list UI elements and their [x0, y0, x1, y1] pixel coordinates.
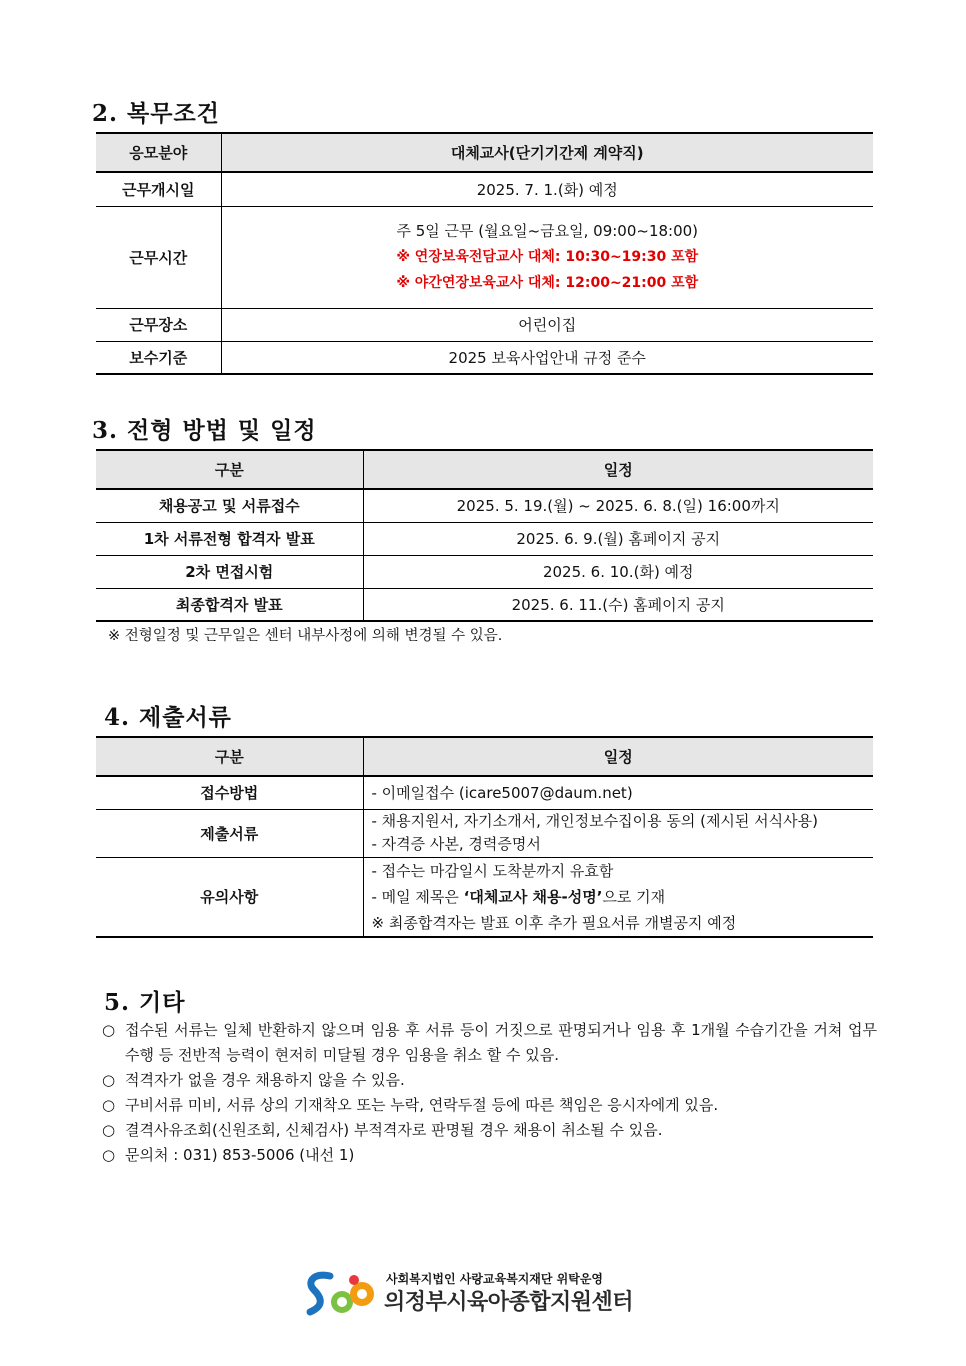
field-label: 근무시간 [96, 206, 221, 308]
field-label: 근무개시일 [96, 172, 221, 206]
list-item [102, 1118, 877, 1143]
list-item-text: 문의처 : 031) 853-5006 (내선 1) [125, 1146, 355, 1164]
doc-value [363, 857, 873, 937]
doc-value [363, 809, 873, 857]
footer-logo [300, 1268, 670, 1318]
table-row [96, 341, 873, 374]
table-row [96, 522, 873, 555]
organization-logo-icon [300, 1268, 382, 1318]
field-label: 보수기준 [96, 341, 221, 374]
table-row [96, 308, 873, 341]
stage-label: 최종합격자 발표 [96, 588, 363, 621]
documents-table [96, 736, 873, 938]
circle-bullet-icon: ○ [102, 1096, 116, 1114]
table-header-row [96, 737, 873, 776]
column-header: 일정 [363, 450, 873, 489]
circle-bullet-icon: ○ [102, 1121, 116, 1139]
list-item [102, 1093, 877, 1118]
field-value: 어린이집 [221, 308, 873, 341]
table-row [96, 588, 873, 621]
stage-label: 채용공고 및 서류접수 [96, 489, 363, 522]
list-item-text: 적격자가 없을 경우 채용하지 않을 수 있음. [125, 1071, 405, 1089]
list-item [102, 1068, 877, 1093]
operator-subtitle: 사회복지법인 사랑교육복지재단 위탁운영 [386, 1272, 604, 1286]
extended-care-note: ※ 연장보육전담교사 대체: 10:30~19:30 포함 [396, 249, 699, 265]
doc-line: - 채용지원서, 자기소개서, 개인정보수집이용 동의 (제시된 서식사용) [371, 812, 818, 830]
circle-bullet-icon: ○ [102, 1071, 116, 1089]
list-item-text: 구비서류 미비, 서류 상의 기재착오 또는 누락, 연락두절 등에 따른 책임은 응시자에게 있음. [125, 1096, 719, 1114]
stage-date: 2025. 6. 10.(화) 예정 [363, 555, 873, 588]
doc-line: - 접수는 마감일시 도착분까지 유효함 [371, 861, 614, 880]
doc-value: - 이메일접수 (icare5007@daum.net) [363, 776, 873, 809]
stage-label: 2차 면접시험 [96, 555, 363, 588]
column-header: 구분 [96, 450, 363, 489]
email-subject-prefix: - 메일 제목은 [371, 887, 464, 906]
list-item [102, 1143, 877, 1168]
work-hours-cell [221, 206, 873, 308]
table-row [96, 857, 873, 937]
list-item-text: 접수된 서류는 일체 반환하지 않으며 임용 후 서류 등이 거짓으로 판명되거나 임용 후 1개월 수습기간을 거쳐 업무수행 등 전반적 능력이 현저히 미달될 경우 임용을 취소 할 수 있음. [125, 1021, 877, 1064]
list-item [102, 1018, 877, 1068]
doc-label: 제출서류 [96, 809, 363, 857]
email-subject-suffix: 으로 기재 [602, 887, 666, 906]
stage-date: 2025. 6. 9.(월) 홈페이지 공지 [363, 522, 873, 555]
table-row [96, 776, 873, 809]
field-label: 근무장소 [96, 308, 221, 341]
schedule-table [96, 449, 873, 622]
column-header: 구분 [96, 737, 363, 776]
section3-title: 3. 전형 방법 및 일정 [92, 417, 317, 444]
table-row [96, 809, 873, 857]
email-subject-format: ‘대체교사 채용-성명’ [463, 887, 603, 906]
circle-bullet-icon: ○ [102, 1021, 116, 1039]
stage-date: 2025. 5. 19.(월) ~ 2025. 6. 8.(일) 16:00까지 [363, 489, 873, 522]
night-care-note: ※ 야간연장보육교사 대체: 12:00~21:00 포함 [396, 275, 699, 291]
circle-bullet-icon: ○ [102, 1146, 116, 1164]
schedule-note: ※ 전형일정 및 근무일은 센터 내부사정에 의해 변경될 수 있음. [108, 628, 503, 644]
field-value: 2025. 7. 1.(화) 예정 [221, 172, 873, 206]
field-label: 응모분야 [96, 133, 221, 172]
doc-label: 접수방법 [96, 776, 363, 809]
section4-title: 4. 제출서류 [104, 704, 232, 731]
section5-title: 5. 기타 [104, 989, 186, 1016]
table-row [96, 555, 873, 588]
doc-line: ※ 최종합격자는 발표 이후 추가 필요서류 개별공지 예정 [371, 913, 737, 932]
doc-label: 유의사항 [96, 857, 363, 937]
etc-list [102, 1018, 877, 1168]
organization-name: 의정부시육아종합지원센터 [384, 1290, 634, 1315]
field-value: 대체교사(단기기간제 계약직) [221, 133, 873, 172]
table-row [96, 489, 873, 522]
table-row [96, 133, 873, 172]
column-header: 일정 [363, 737, 873, 776]
table-row [96, 206, 873, 308]
stage-label: 1차 서류전형 합격자 발표 [96, 522, 363, 555]
doc-line: - 자격증 사본, 경력증명서 [371, 835, 541, 853]
section2-title: 2. 복무조건 [92, 100, 220, 127]
work-conditions-table [96, 132, 873, 375]
field-value: 2025 보육사업안내 규정 준수 [221, 341, 873, 374]
work-hours-main: 주 5일 근무 (월요일~금요일, 09:00~18:00) [396, 222, 699, 240]
doc-line [372, 884, 874, 910]
list-item-text: 결격사유조회(신원조회, 신체검사) 부적격자로 판명될 경우 채용이 취소될 수 있음. [125, 1121, 663, 1139]
stage-date: 2025. 6. 11.(수) 홈페이지 공지 [363, 588, 873, 621]
table-row [96, 172, 873, 206]
table-header-row [96, 450, 873, 489]
